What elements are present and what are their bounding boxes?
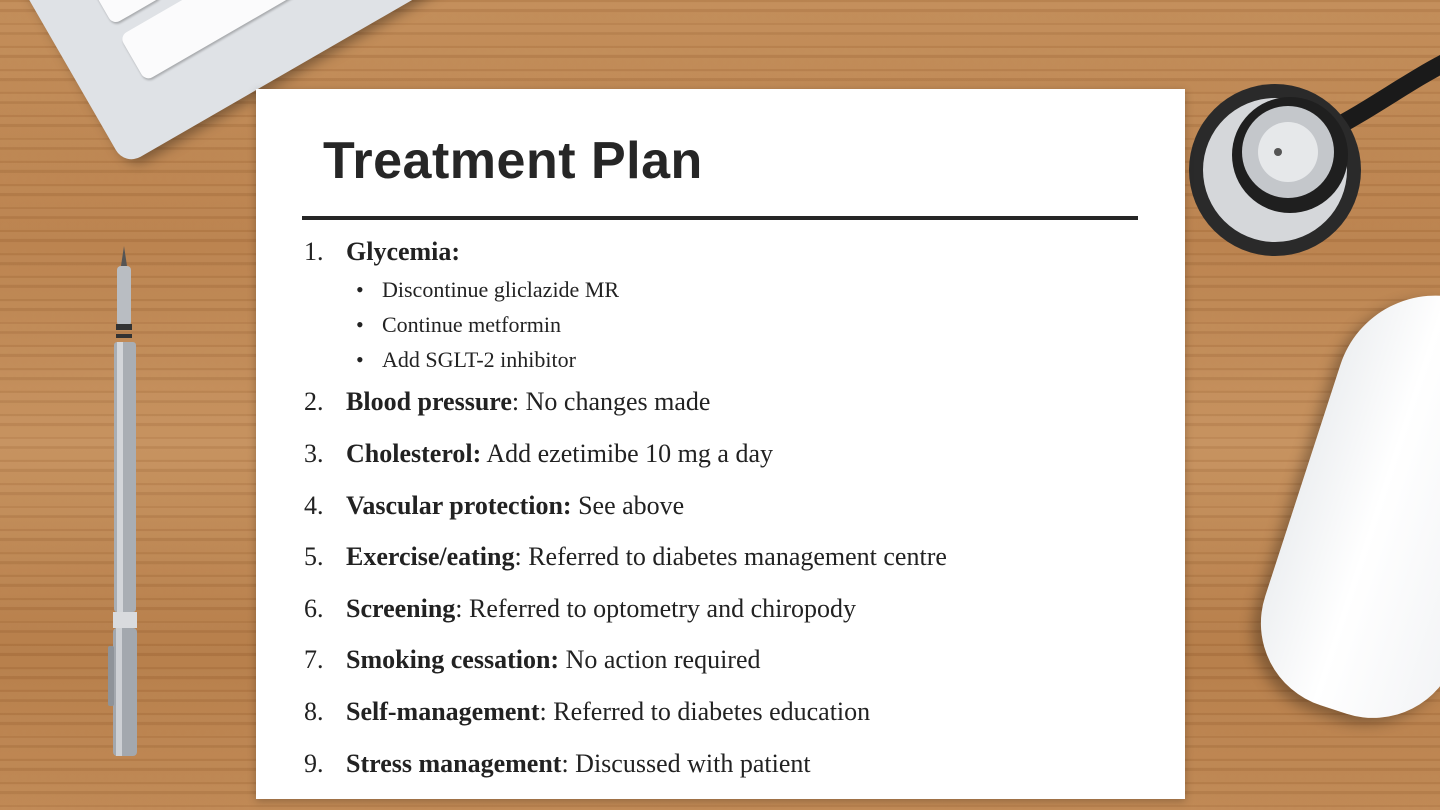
sub-item-text: Continue metformin xyxy=(382,312,562,337)
list-item-vascular-protection xyxy=(304,491,684,521)
item-label: Vascular protection: xyxy=(346,491,572,520)
item-number: 6. xyxy=(304,594,324,623)
item-number: 9. xyxy=(304,749,324,778)
bullet-icon: • xyxy=(356,312,364,337)
sub-item-gliclazide xyxy=(356,277,619,303)
item-number: 1. xyxy=(304,237,324,266)
list-item-exercise-eating xyxy=(304,542,947,572)
item-label: Cholesterol: xyxy=(346,439,482,468)
keyboard-spacebar xyxy=(119,0,405,81)
list-item-self-management xyxy=(304,697,870,727)
item-number: 7. xyxy=(304,645,324,674)
item-text: No action required xyxy=(559,645,761,674)
item-label: Exercise/eating xyxy=(346,542,515,571)
sub-item-text: Discontinue gliclazide MR xyxy=(382,277,620,302)
item-label: Smoking cessation: xyxy=(346,645,560,674)
item-text: : Discussed with patient xyxy=(561,749,811,778)
title-divider xyxy=(302,216,1138,220)
list-item-screening xyxy=(304,594,856,624)
item-text: : Referred to diabetes management centre xyxy=(514,542,947,571)
list-item-smoking-cessation xyxy=(304,645,761,675)
item-text: Add ezetimibe 10 mg a day xyxy=(481,439,773,468)
bullet-icon: • xyxy=(356,277,364,302)
list-item-glycemia xyxy=(304,237,460,267)
item-text: See above xyxy=(571,491,685,520)
list-item-cholesterol xyxy=(304,439,773,469)
item-label: Screening xyxy=(346,594,456,623)
item-number: 5. xyxy=(304,542,324,571)
sub-item-text: Add SGLT-2 inhibitor xyxy=(382,347,576,372)
sub-item-metformin xyxy=(356,312,561,338)
stethoscope-image xyxy=(1180,40,1440,260)
item-text: : No changes made xyxy=(511,387,711,416)
item-number: 2. xyxy=(304,387,324,416)
item-number: 8. xyxy=(304,697,324,726)
item-text: : Referred to diabetes education xyxy=(539,697,871,726)
computer-mouse-image xyxy=(1238,270,1440,741)
list-item-stress-management xyxy=(304,749,811,779)
item-text: : Referred to optometry and chiropody xyxy=(455,594,857,623)
item-label: Stress management xyxy=(346,749,562,778)
item-label: Blood pressure xyxy=(346,387,512,416)
item-label: Glycemia: xyxy=(346,237,461,266)
item-number: 4. xyxy=(304,491,324,520)
page-title: Treatment Plan xyxy=(323,132,703,190)
item-label: Self-management xyxy=(346,697,540,726)
slide-card xyxy=(256,89,1185,799)
pen-image xyxy=(104,246,144,766)
item-number: 3. xyxy=(304,439,324,468)
sub-item-sglt2 xyxy=(356,347,576,373)
bullet-icon: • xyxy=(356,347,364,372)
list-item-blood-pressure xyxy=(304,387,710,417)
